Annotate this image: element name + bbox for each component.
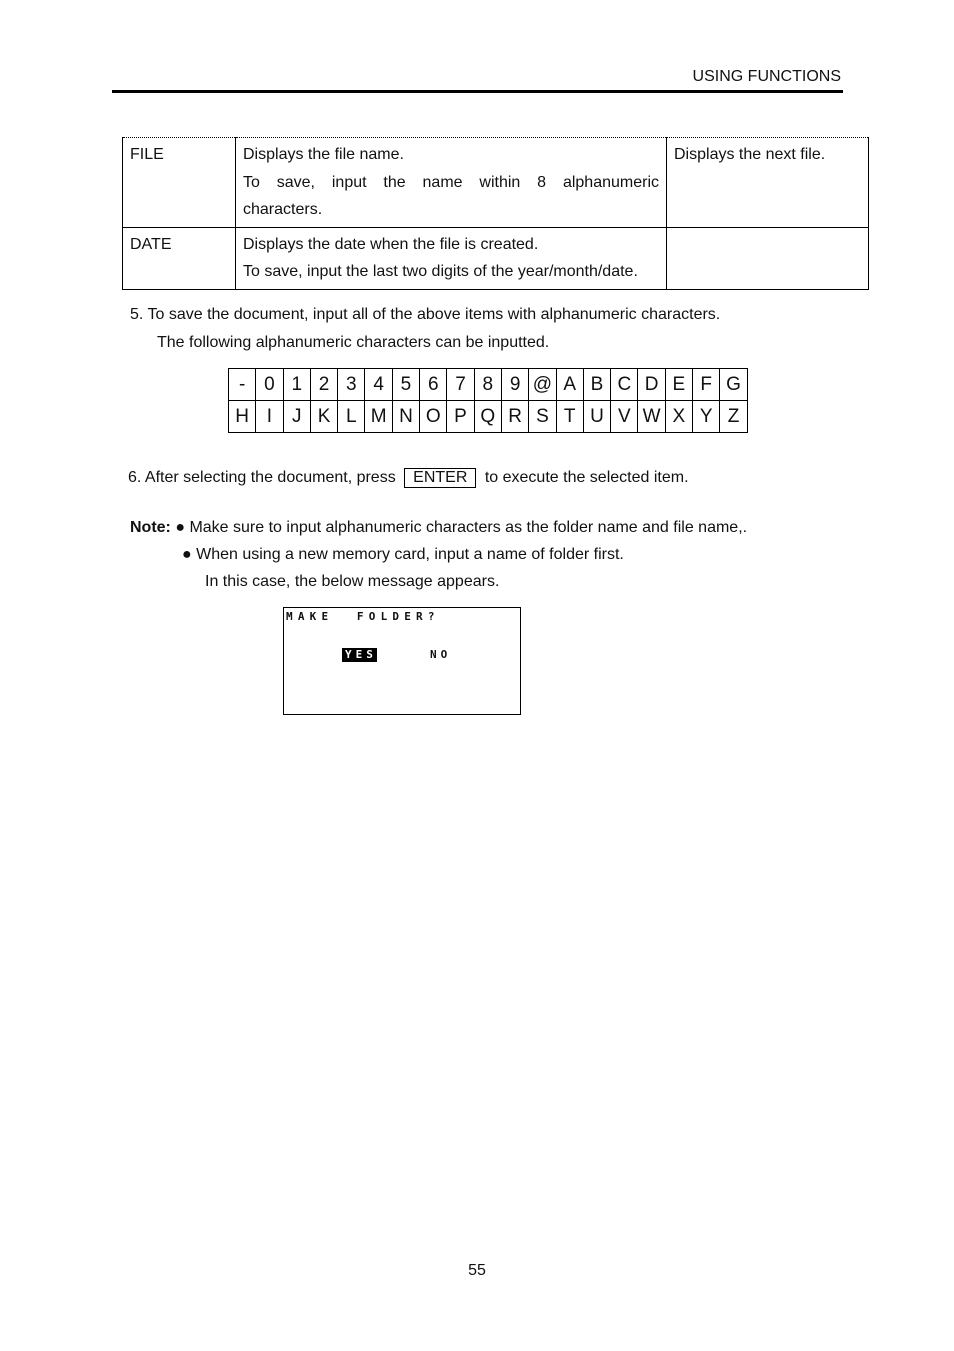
character-cell: L [338, 401, 365, 433]
character-cell: T [556, 401, 583, 433]
step6-text [128, 468, 689, 488]
character-cell: I [256, 401, 283, 433]
note-bullet: ● When using a new memory card, input a name of folder first. [182, 546, 624, 563]
lcd-yes-option: YES [342, 648, 377, 662]
character-cell: P [447, 401, 474, 433]
note-label: Note: [130, 519, 171, 536]
character-cell: 3 [338, 369, 365, 401]
item-description [236, 138, 667, 228]
page-number: 55 [468, 1262, 486, 1279]
note-text: In this case, the below message appears. [205, 573, 500, 590]
character-cell: V [611, 401, 638, 433]
step5-text: 5. To save the document, input all of the above items with alphanumeric characters. [130, 306, 721, 323]
description-line: To save, input the last two digits of the year/month/date. [243, 263, 638, 280]
character-cell: H [229, 401, 256, 433]
character-cell: E [665, 369, 692, 401]
item-action: Displays the next file. [667, 138, 869, 228]
character-cell: X [665, 401, 692, 433]
page-header [112, 66, 843, 93]
character-cell: J [283, 401, 310, 433]
character-cell: O [420, 401, 447, 433]
character-cell: S [529, 401, 556, 433]
character-cell: @ [529, 369, 556, 401]
character-cell: 1 [283, 369, 310, 401]
character-cell: U [583, 401, 610, 433]
character-cell: 5 [392, 369, 419, 401]
character-cell: W [638, 401, 665, 433]
character-cell: 0 [256, 369, 283, 401]
section-title: USING FUNCTIONS [692, 68, 841, 85]
character-cell: 6 [420, 369, 447, 401]
step5-subtext: The following alphanumeric characters can be inputted. [157, 334, 550, 351]
item-action [667, 227, 869, 289]
lcd-title: MAKE FOLDER? [286, 610, 440, 623]
character-cell: 4 [365, 369, 392, 401]
character-cell: N [392, 401, 419, 433]
item-table [122, 137, 869, 290]
item-name: DATE [123, 227, 236, 289]
character-cell: G [720, 369, 747, 401]
item-name: FILE [123, 138, 236, 228]
description-line: To save, input the name within 8 alphanumeric [243, 173, 659, 191]
character-row [229, 401, 748, 433]
step6-after: to execute the selected item. [484, 469, 689, 486]
item-description [236, 227, 667, 289]
character-cell: 9 [501, 369, 528, 401]
character-cell: 8 [474, 369, 501, 401]
note-bullet: ● Make sure to input alphanumeric characters as the folder name and file name,. [175, 519, 748, 536]
lcd-no-option: NO [430, 648, 452, 661]
character-cell: - [229, 369, 256, 401]
character-cell: 2 [310, 369, 337, 401]
character-cell: Z [720, 401, 747, 433]
character-cell: 7 [447, 369, 474, 401]
note-line-1 [130, 519, 747, 537]
character-cell: B [583, 369, 610, 401]
description-line: characters. [243, 201, 323, 218]
lcd-display [283, 607, 521, 715]
character-row [229, 369, 748, 401]
table-row [123, 227, 869, 289]
enter-key: ENTER [404, 468, 476, 488]
character-cell: R [501, 401, 528, 433]
character-table [228, 368, 748, 433]
character-cell: Q [474, 401, 501, 433]
character-cell: Y [693, 401, 720, 433]
character-cell: M [365, 401, 392, 433]
description-line: Displays the file name. [243, 146, 404, 163]
step6-before: 6. After selecting the document, press [128, 469, 396, 486]
character-cell: C [611, 369, 638, 401]
character-cell: K [310, 401, 337, 433]
description-line: Displays the date when the file is created. [243, 235, 539, 253]
character-cell: A [556, 369, 583, 401]
table-row [123, 138, 869, 228]
character-cell: D [638, 369, 665, 401]
character-cell: F [693, 369, 720, 401]
